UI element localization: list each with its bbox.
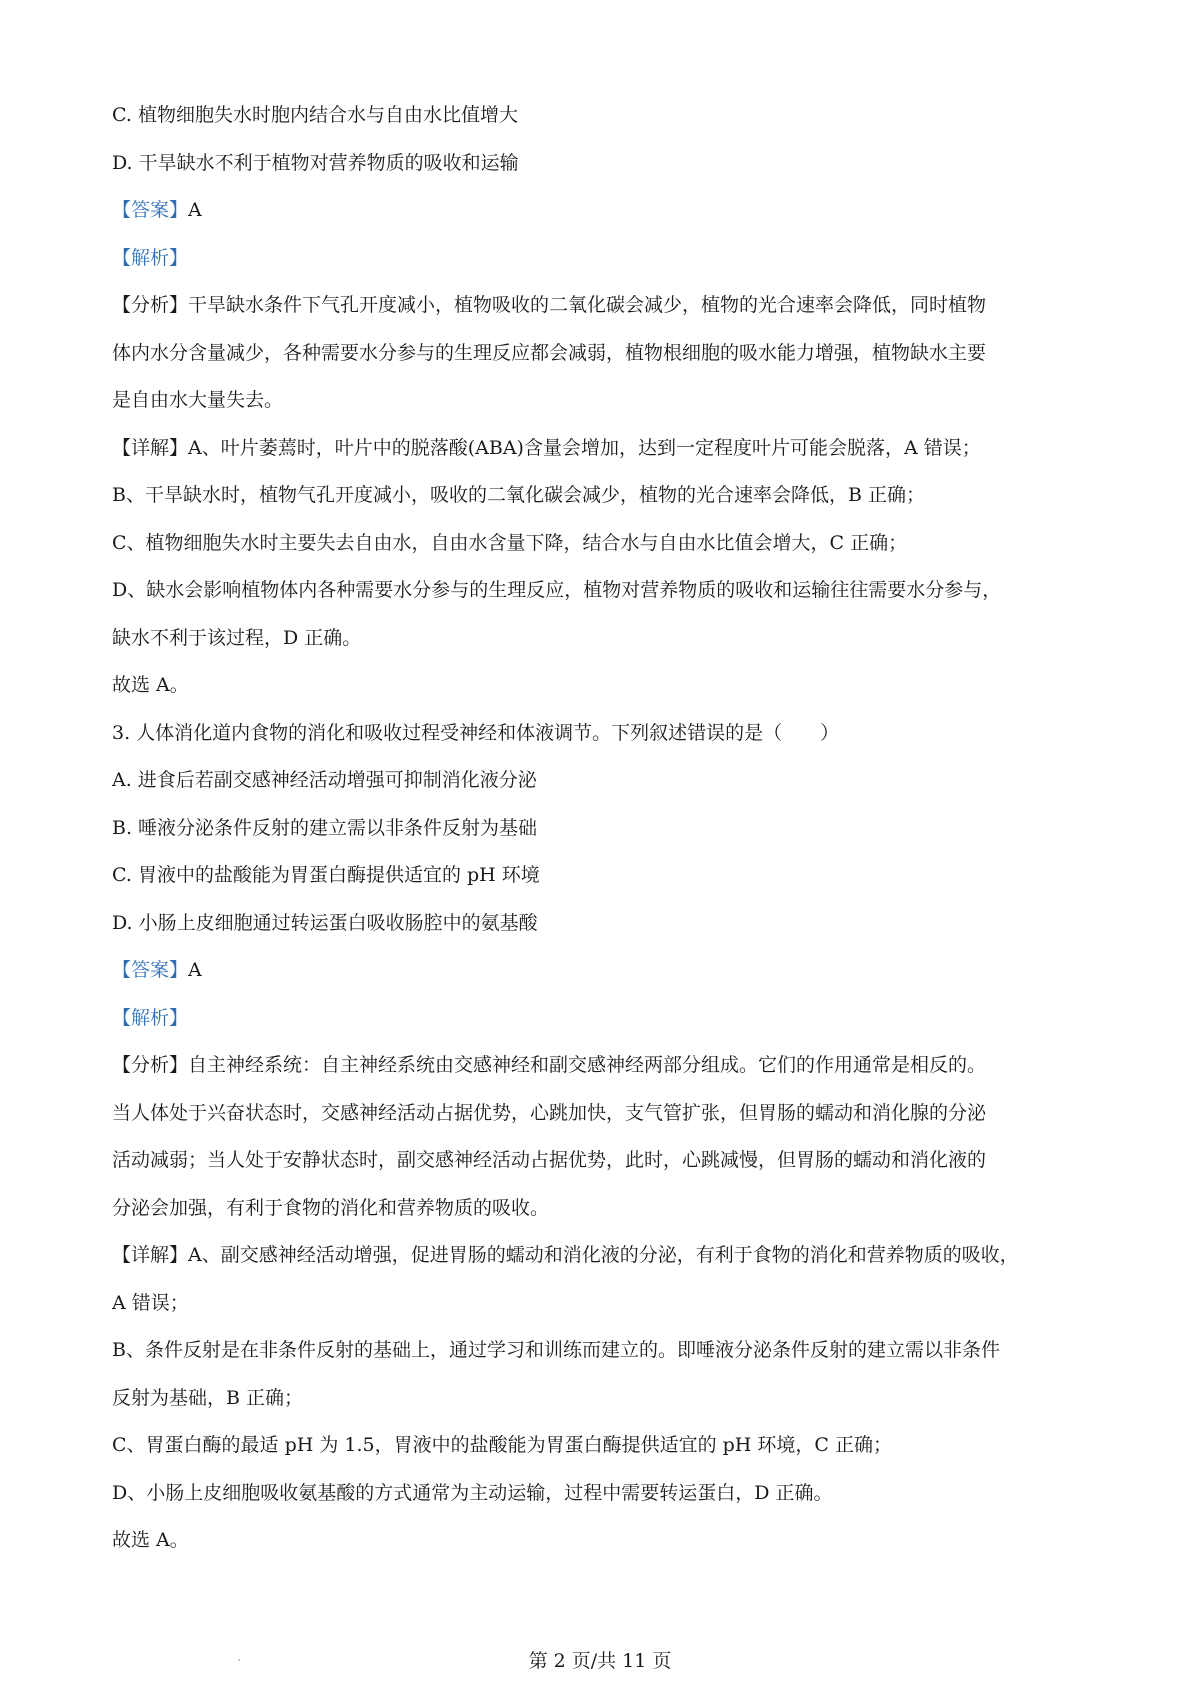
text-line: 活动减弱；当人处于安静状态时，副交感神经活动占据优势，此时，心跳减慢，但胃肠的蠕动和消化液的 xyxy=(112,1149,987,1171)
text-line: 是自由水大量失去。 xyxy=(112,389,284,411)
text-line: 当人体处于兴奋状态时，交感神经活动占据优势，心跳加快，支气管扩张，但胃肠的蠕动和消化腺的分泌 xyxy=(112,1101,987,1124)
text-line: A. 进食后若副交感神经活动增强可抑制消化液分泌 xyxy=(112,769,537,791)
footer-mark xyxy=(238,1659,240,1661)
text-line: D. 干旱缺水不利于植物对营养物质的吸收和运输 xyxy=(112,151,519,174)
text-line: D、缺水会影响植物体内各种需要水分参与的生理反应，植物对营养物质的吸收和运输往往需要水分参与， xyxy=(112,579,1002,601)
section-tag-line xyxy=(112,235,1098,283)
text-line: B、条件反射是在非条件反射的基础上，通过学习和训练而建立的。即唾液分泌条件反射的建立需以非条件 xyxy=(112,1339,1000,1361)
section-tag: 【答案】 xyxy=(112,959,189,981)
section-tag-value: A xyxy=(188,199,202,221)
text-line: 缺水不利于该过程，D 正确。 xyxy=(112,626,362,649)
section-tag-line xyxy=(112,995,1098,1043)
text-line: 【详解】A、副交感神经活动增强，促进胃肠的蠕动和消化液的分泌，有利于食物的消化和营养物质的吸收， xyxy=(112,1244,1019,1266)
text-line: 反射为基础，B 正确； xyxy=(112,1386,304,1409)
section-tag: 【解析】 xyxy=(112,246,189,269)
section-tag: 【解析】 xyxy=(112,1006,189,1029)
text-line: 体内水分含量减少，各种需要水分参与的生理反应都会减弱，植物根细胞的吸水能力增强，植物缺水主要 xyxy=(112,341,987,364)
text-line: D. 小肠上皮细胞通过转运蛋白吸收肠腔中的氨基酸 xyxy=(112,911,538,934)
text-line: 3. 人体消化道内食物的消化和吸收过程受神经和体液调节。下列叙述错误的是（ ） xyxy=(112,721,840,744)
text-line: 【分析】自主神经系统：自主神经系统由交感神经和副交感神经两部分组成。它们的作用通常是相反的。 xyxy=(112,1054,987,1076)
text-line: 分泌会加强，有利于食物的消化和营养物质的吸收。 xyxy=(112,1196,550,1219)
text-line: B. 唾液分泌条件反射的建立需以非条件反射为基础 xyxy=(112,816,538,839)
text-line: A 错误； xyxy=(112,1291,189,1314)
page-content xyxy=(112,92,1098,1565)
section-tag-line xyxy=(112,187,1098,235)
section-tag: 【答案】 xyxy=(112,199,189,221)
text-line: C、植物细胞失水时主要失去自由水，自由水含量下降，结合水与自由水比值会增大，C 正确； xyxy=(112,531,908,554)
section-tag-value: A xyxy=(188,959,202,981)
section-tag-line xyxy=(112,947,1098,995)
text-line: C. 胃液中的盐酸能为胃蛋白酶提供适宜的 pH 环境 xyxy=(112,864,540,886)
text-line: C. 植物细胞失水时胞内结合水与自由水比值增大 xyxy=(112,104,518,126)
text-line: D、小肠上皮细胞吸收氨基酸的方式通常为主动运输，过程中需要转运蛋白，D 正确。 xyxy=(112,1481,833,1504)
text-line: B、干旱缺水时，植物气孔开度减小，吸收的二氧化碳会减少，植物的光合速率会降低，B 正确； xyxy=(112,484,925,506)
text-line: 故选 A。 xyxy=(112,1529,189,1551)
text-line: 【分析】干旱缺水条件下气孔开度减小，植物吸收的二氧化碳会减少，植物的光合速率会降低，同时植物 xyxy=(112,294,987,316)
page-footer: 第 2 页/共 11 页 xyxy=(528,1650,672,1672)
text-line: C、胃蛋白酶的最适 pH 为 1.5，胃液中的盐酸能为胃蛋白酶提供适宜的 pH 环境，C 正确； xyxy=(112,1434,892,1456)
text-line: 故选 A。 xyxy=(112,674,189,696)
text-line: 【详解】A、叶片萎蔫时，叶片中的脱落酸(ABA)含量会增加，达到一定程度叶片可能会脱落，A 错误； xyxy=(112,436,981,459)
